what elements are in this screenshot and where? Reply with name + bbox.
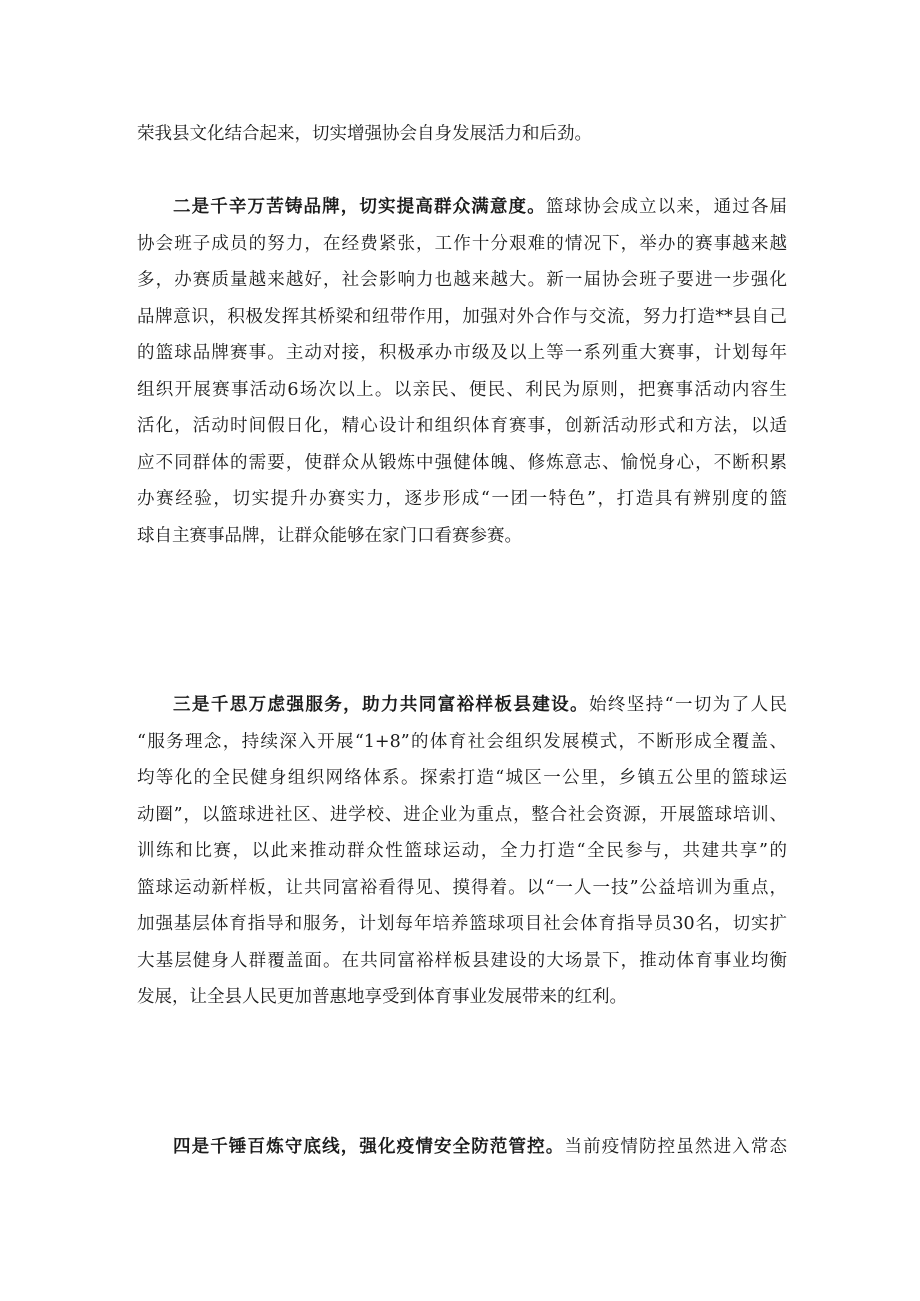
text-line: 活化，活动时间假日化，精心设计和组织体育赛事，创新活动形式和方法，以适	[137, 416, 787, 436]
text-line-first	[137, 189, 787, 226]
text-line: 均等化的全民健身组织网络体系。探索打造“城区一公里，乡镇五公里的篮球运	[137, 768, 787, 788]
text-line: 发展，让全县人民更加普惠地享受到体育事业发展带来的红利。	[137, 987, 627, 1007]
text-line: 组织开展赛事活动6场次以上。以亲民、便民、利民为原则，把赛事活动内容生	[137, 379, 787, 400]
text-line-first	[137, 687, 787, 724]
text-line: “服务理念，持续深入开展“1+8”的体育社会组织发展模式，不断形成全覆盖、	[137, 731, 787, 752]
text-line: 大基层健身人群覆盖面。在共同富裕样板县建设的大场景下，推动体育事业均衡	[137, 950, 787, 971]
text-line: 应不同群体的需要，使群众从锻炼中强健体魄、修炼意志、愉悦身心，不断积累	[137, 452, 787, 473]
text-line: 办赛经验，切实提升办赛实力，逐步形成“一团一特色”，打造具有辨别度的篮	[137, 489, 787, 509]
paragraph-text: 始终坚持“一切为了人民	[588, 695, 787, 715]
text-line: 动圈”，以篮球进社区、进学校、进企业为重点，整合社会资源，开展篮球培训、	[137, 804, 787, 825]
paragraph-continuation	[137, 116, 787, 153]
paragraph-lead-heading: 四是千锤百炼守底线，强化疫情安全防范管控。	[173, 1137, 565, 1157]
paragraph-text: 篮球协会成立以来，通过各届	[545, 197, 787, 217]
paragraph-brand	[137, 189, 787, 554]
text-line: 协会班子成员的努力，在经费紧张，工作十分艰难的情况下，举办的赛事越来越	[137, 233, 787, 254]
paragraph-epidemic	[137, 1129, 787, 1166]
text-line: 加强基层体育指导和服务，计划每年培养篮球项目社会体育指导员30名，切实扩	[137, 914, 787, 934]
text-line: 荣我县文化结合起来，切实增强协会自身发展活力和后劲。	[137, 124, 592, 144]
paragraph-service	[137, 687, 787, 1016]
paragraph-lead-heading: 三是千思万虑强服务，助力共同富裕样板县建设。	[173, 695, 589, 715]
paragraph-text: 当前疫情防控虽然进入常态	[564, 1137, 787, 1157]
paragraph-lead-heading: 二是千辛万苦铸品牌，切实提高群众满意度。	[173, 197, 546, 217]
text-line: 球自主赛事品牌，让群众能够在家门口看赛参赛。	[137, 525, 522, 546]
text-line: 多，办赛质量越来越好，社会影响力也越来越大。新一届协会班子要进一步强化	[137, 270, 787, 290]
text-line: 的篮球品牌赛事。主动对接，积极承办市级及以上等一系列重大赛事，计划每年	[137, 343, 787, 363]
text-line: 训练和比赛，以此来推动群众性篮球运动，全力打造“全民参与，共建共享”的	[137, 841, 787, 861]
text-line: 篮球运动新样板，让共同富裕看得见、摸得着。以“一人一技”公益培训为重点，	[137, 877, 787, 898]
text-line-first	[137, 1129, 787, 1166]
text-line: 品牌意识，积极发挥其桥梁和纽带作用，加强对外合作与交流，努力打造**县自己	[137, 306, 787, 327]
